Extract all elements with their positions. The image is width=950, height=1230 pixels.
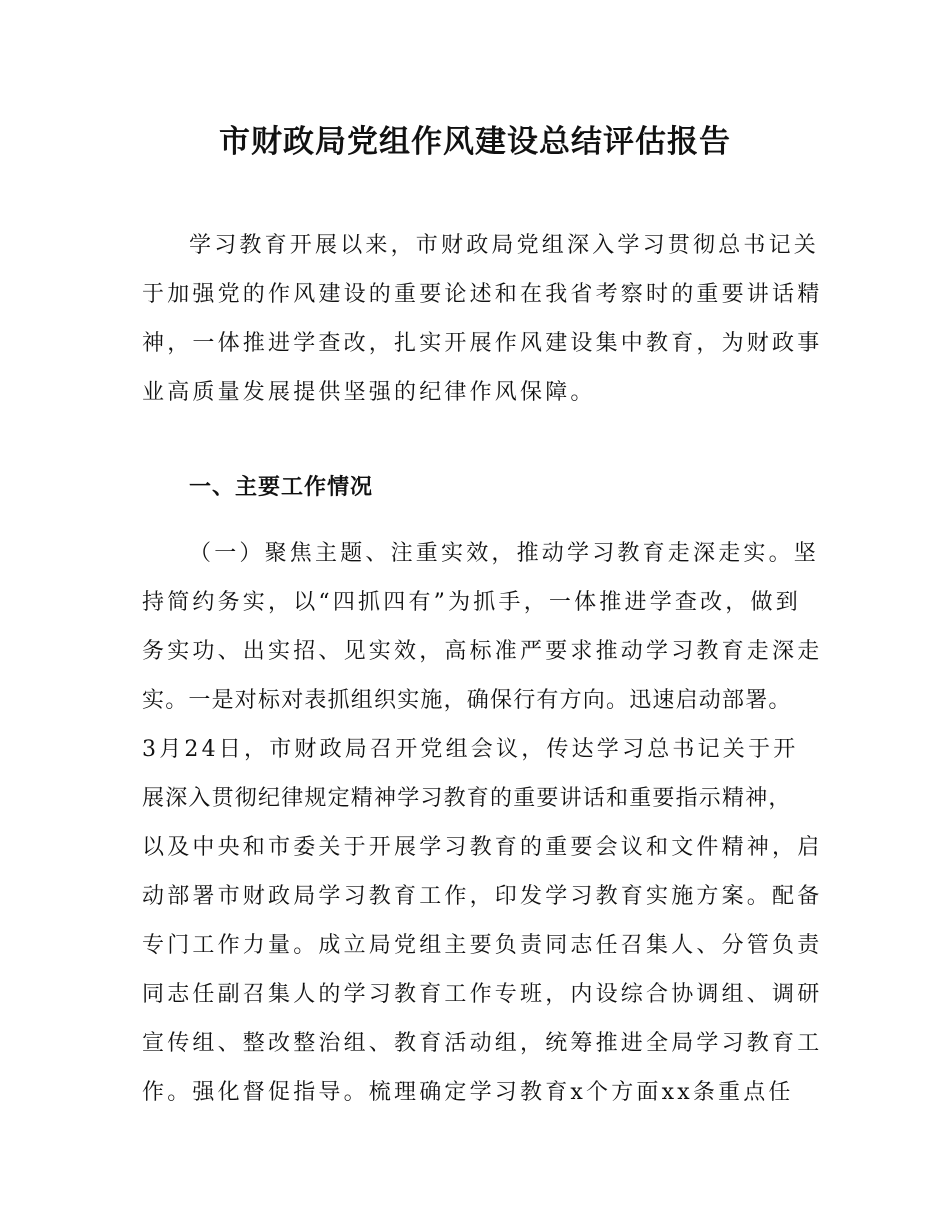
paragraph-line: 神，一体推进学查改，扎实开展作风建设集中教育，为财政事 xyxy=(142,331,823,356)
paragraph-line: 动部署市财政局学习教育工作，印发学习教育实施方案。配备 xyxy=(142,884,823,909)
paragraph-line: 实。一是对标对表抓组织实施，确保行有方向。迅速启动部署。 xyxy=(142,688,792,713)
document-title: 市财政局党组作风建设总结评估报告 xyxy=(219,124,731,160)
paragraph-line: 以及中央和市委关于开展学习教育的重要会议和文件精神，启 xyxy=(142,835,823,860)
paragraph-line: 专门工作力量。成立局党组主要负责同志任召集人、分管负责 xyxy=(142,933,823,958)
paragraph-line: 务实功、出实招、见实效，高标准严要求推动学习教育走深走 xyxy=(142,639,823,664)
paragraph-line: 于加强党的作风建设的重要论述和在我省考察时的重要讲话精 xyxy=(142,282,823,307)
paragraph-line: 宣传组、整改整治组、教育活动组，统筹推进全局学习教育工 xyxy=(142,1031,823,1056)
paragraph-line: 持简约务实，以“四抓四有”为抓手，一体推进学查改，做到 xyxy=(142,590,801,615)
section-heading: 一、主要工作情况 xyxy=(189,475,374,500)
intro-paragraph xyxy=(142,221,832,417)
paragraph-line: 业高质量发展提供坚强的纪律作风保障。 xyxy=(142,380,596,405)
paragraph-line: 3月24日，市财政局召开党组会议，传达学习总书记关于开 xyxy=(142,737,799,762)
paragraph-line: 作。强化督促指导。梳理确定学习教育x个方面xx条重点任 xyxy=(142,1080,794,1105)
paragraph-line: （一）聚焦主题、注重实效，推动学习教育走深走实。坚 xyxy=(189,541,820,566)
paragraph-line: 同志任副召集人的学习教育工作专班，内设综合协调组、调研 xyxy=(142,982,823,1007)
paragraph-line: 展深入贯彻纪律规定精神学习教育的重要讲话和重要指示精神， xyxy=(142,786,792,811)
paragraph-line: 学习教育开展以来，市财政局党组深入学习贯彻总书记关 xyxy=(189,233,820,258)
section-paragraph xyxy=(142,529,832,1117)
